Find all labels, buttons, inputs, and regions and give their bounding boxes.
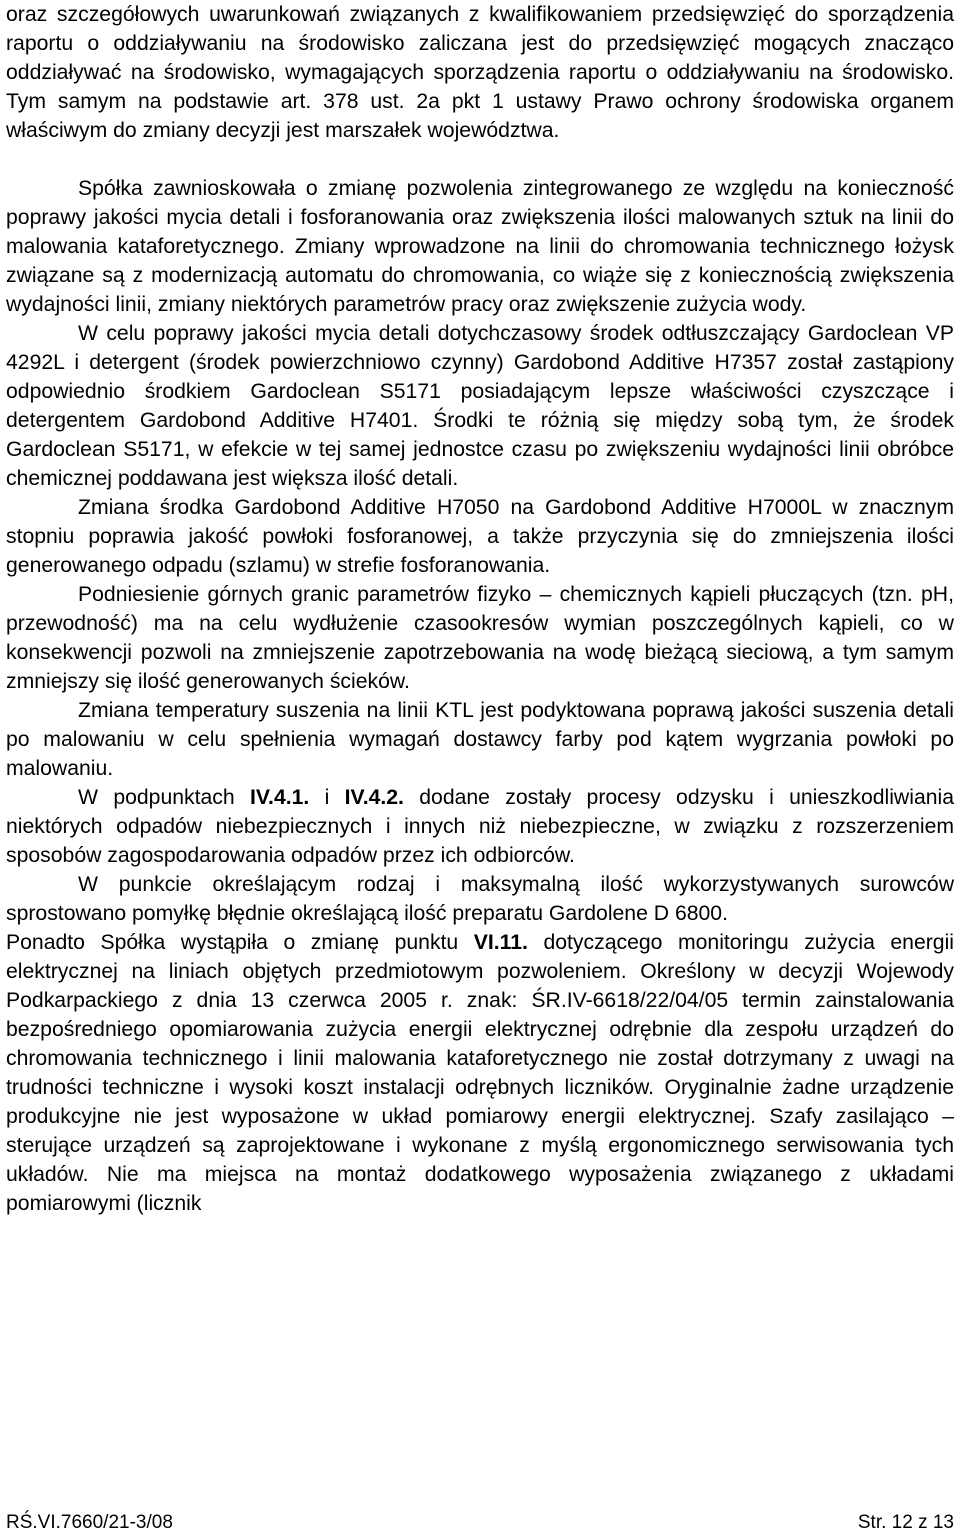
paragraph-waste-before: W podpunktach <box>78 786 250 809</box>
footer-reference: RŚ.VI.7660/21-3/08 <box>6 1512 173 1533</box>
paragraph-waste-mid: i <box>309 786 345 809</box>
page-footer <box>6 1511 954 1535</box>
paragraph-waste-ref-2: IV.4.2. <box>344 786 404 809</box>
paragraph-waste-after: dodane zostały procesy odzysku i unieszkodliwiania niektórych odpadów niebezpiecznych i innych niż niebezpieczne, w związku z rozszerzeniem sposobów zagospodarowania odpadów przez ich odbiorców. <box>6 786 954 867</box>
paragraph-temperature: Zmiana temperatury suszenia na linii KTL jest podyktowana poprawą jakości suszenia detali po malowaniu w celu spełnienia wymagań dostawcy farby pod kątem wygrzania powłoki po malowaniu. <box>6 699 954 780</box>
paragraph-energy <box>6 928 954 1218</box>
document-body <box>6 0 954 1218</box>
paragraph-energy-before: Ponadto Spółka wystąpiła o zmianę punktu <box>6 931 474 954</box>
footer-page-number: Str. 12 z 13 <box>857 1512 954 1533</box>
paragraph-intro: oraz szczegółowych uwarunkowań związanych z kwalifikowaniem przedsięwzięć do sporządzenia raportu o oddziaływaniu na środowisko zaliczana jest do przedsięwzięć mogących znacząco oddziaływać na środowisko, wymagających sporządzenia raportu o oddziaływaniu na środowisko. Tym samym na podstawie art. 378 ust. 2a pkt 1 ustawy Prawo ochrony środowiska organem właściwym do zmiany decyzji jest marszałek województwa. <box>6 3 954 142</box>
paragraph-rinsing: Podniesienie górnych granic parametrów fizyko – chemicznych kąpieli płuczących (tzn. pH, przewodność) ma na celu wydłużenie czasookresów wymian poszczególnych kąpieli, co w konsekwencji pozwoli na zmniejszenie zapotrzebowania na wodę bieżącą sieciową, a tym samym zmniejszy się ilość generowanych ścieków. <box>6 583 954 693</box>
paragraph-waste <box>6 783 954 870</box>
paragraph-waste-ref-1: IV.4.1. <box>249 786 310 809</box>
paragraph-washing: W celu poprawy jakości mycia detali dotychczasowy środek odtłuszczający Gardoclean VP 4292L i detergent (środek powierzchniowo czynny) Gardobond Additive H7357 został zastąpiony odpowiednio środkiem Gardoclean S5171 posiadającym lepsze właściwości czyszczące i detergentem Gardobond Additive H7401. Środki te różnią się między sobą tym, że środek Gardoclean S5171, w efekcie w tej samej jednostce czasu po zwiększeniu wydajności linii obróbce chemicznej poddawana jest większa ilość detali. <box>6 322 954 490</box>
paragraph-gardobond: Zmiana środka Gardobond Additive H7050 na Gardobond Additive H7000L w znacznym stopniu poprawia jakość powłoki fosforanowej, a także przyczynia się do zmniejszenia ilości generowanego odpadu (szlamu) w strefie fosforanowania. <box>6 496 954 577</box>
paragraph-energy-ref: VI.11. <box>473 931 528 954</box>
paragraph-energy-after: dotyczącego monitoringu zużycia energii elektrycznej na liniach objętych przedmiotowym pozwoleniem. Określony w decyzji Wojewody Podkarpackiego z dnia 13 czerwca 2005 r. znak: ŚR.IV-6618/22/04/05 termin zainstalowania bezpośredniego opomiarowania zużycia energii elektrycznej odrębnie dla zespołu urządzeń do chromowania technicznego i linii malowania kataforetycznego nie został dotrzymany z uwagi na trudności techniczne i wysoki koszt instalacji odrębnych liczników. Oryginalnie żadne urządzenie produkcyjne nie jest wyposażone w układ pomiarowy energii elektrycznej. Szafy zasilająco – sterujące urządzeń są zaprojektowane i wykonane z myślą ergonomicznego serwisowania tych układów. Nie ma miejsca na montaż dodatkowego wyposażenia związanego z układami pomiarowymi (licznik <box>6 931 954 1215</box>
paragraph-application: Spółka zawnioskowała o zmianę pozwolenia zintegrowanego ze względu na konieczność poprawy jakości mycia detali i fosforanowania oraz zwiększenia ilości malowanych sztuk na linii do malowania kataforetycznego. Zmiany wprowadzone na linii do chromowania technicznego łożysk związane są z modernizacją automatu do chromowania, co wiąże się z koniecznością zwiększenia wydajności linii, zmiany niektórych parametrów pracy oraz zwiększenie zużycia wody. <box>6 177 954 316</box>
paragraph-materials: W punkcie określającym rodzaj i maksymalną ilość wykorzystywanych surowców sprostowano pomyłkę błędnie określającą ilość preparatu Gardolene D 6800. <box>6 873 954 925</box>
